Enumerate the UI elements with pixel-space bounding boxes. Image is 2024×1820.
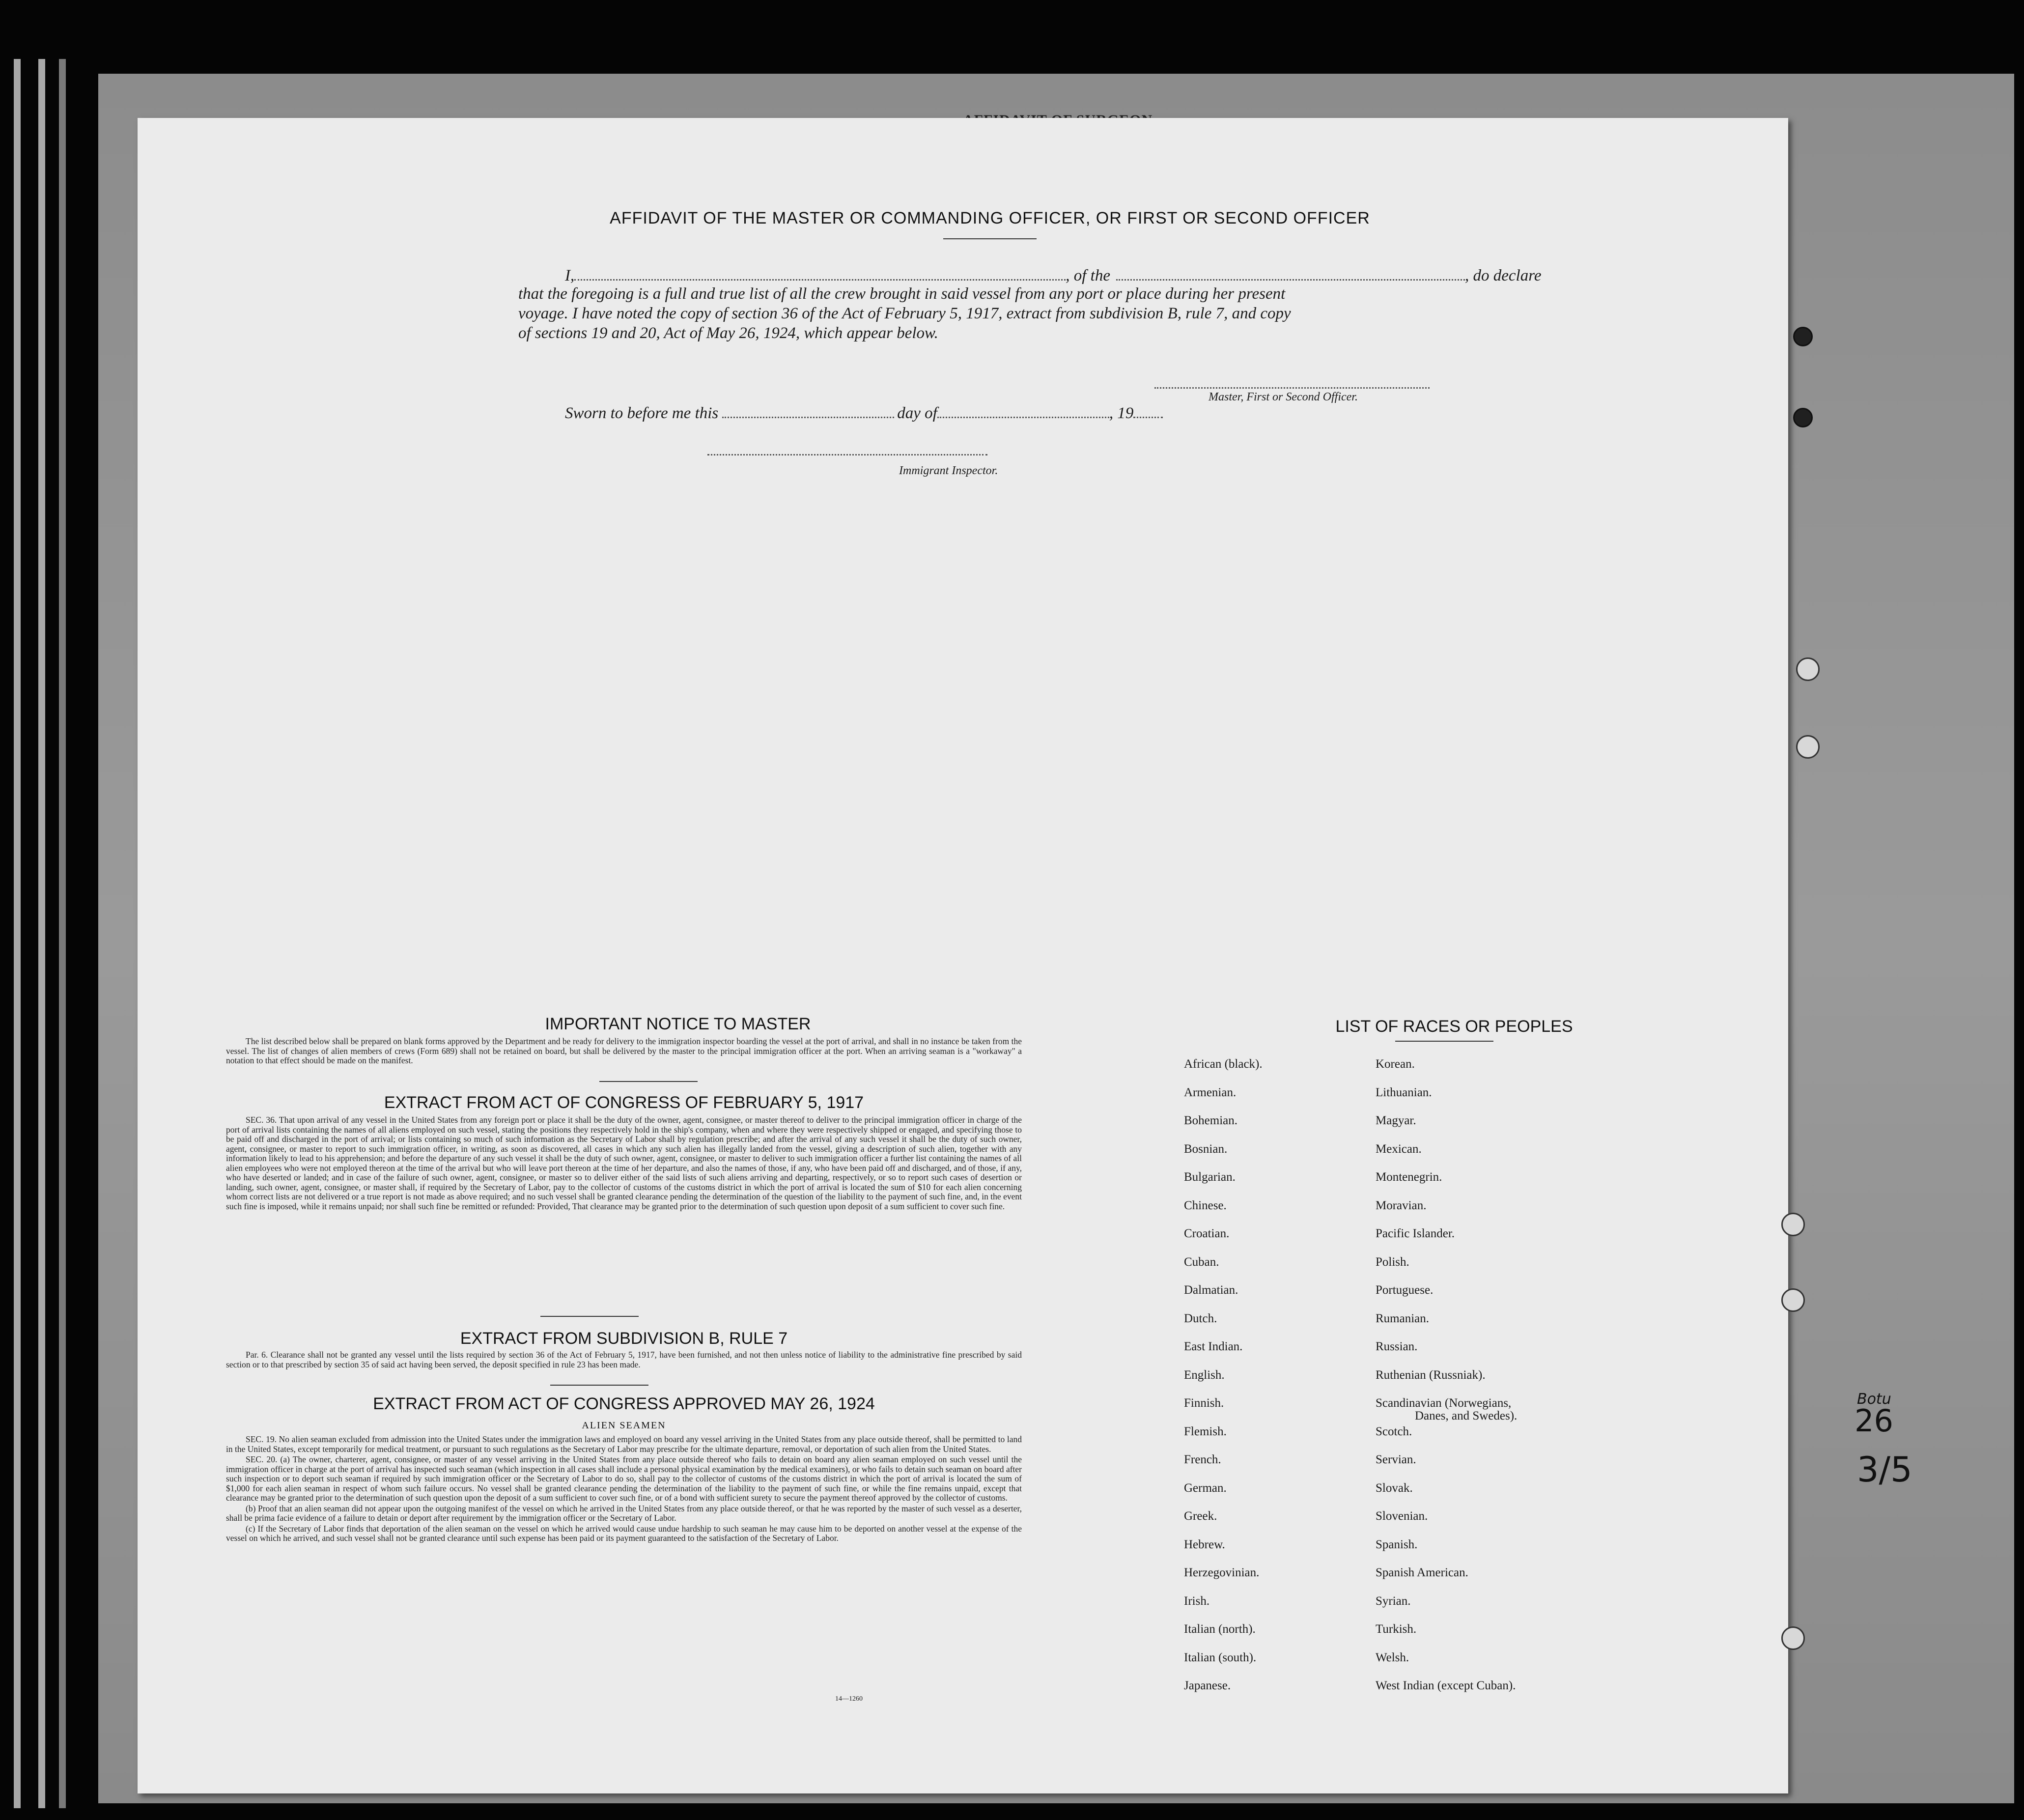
extract-1924-sec20c: (c) If the Secretary of Labor finds that deportation of the alien seaman on the vessel on which he arrived would cause undue hardship to such seaman he may cause him to be deported on another vessel at the expense of the vessel on which he arrived, and such vessel shall not be granted clearance until such expense has been paid or its payment guaranteed to the satisfaction of the Secretary of Labor.: [226, 1523, 1022, 1543]
margin-note-word: Botu: [1857, 1391, 1891, 1408]
race-item: French.: [1184, 1453, 1221, 1466]
race-item: Korean.: [1376, 1057, 1415, 1071]
race-item: Italian (south).: [1184, 1650, 1257, 1664]
race-item: Magyar.: [1376, 1114, 1416, 1127]
binder-hole: [1796, 657, 1820, 681]
binder-hole: [1781, 1626, 1805, 1650]
sworn-day-field[interactable]: [722, 403, 894, 418]
extract-rule7-paragraph: Par. 6. Clearance shall not be granted any vessel until the lists required by section 36 of the Act of February 5, 1917, have been furnished, and not then unless notice of liability to the administrative fine prescribed by said section or to that prescribed by section 35 of said act having been served, the deposit specified in rule 23 has been made.: [226, 1350, 1022, 1369]
race-item: Welsh.: [1376, 1650, 1409, 1664]
affidavit-title: AFFIDAVIT OF THE MASTER OR COMMANDING OFFICER, OR FIRST OR SECOND OFFICER: [610, 209, 1370, 228]
extract-1924-title: EXTRACT FROM ACT OF CONGRESS APPROVED MAY 26, 1924: [373, 1394, 875, 1413]
affidavit-do-declare: , do declare: [1464, 267, 1542, 284]
race-item: Servian.: [1376, 1453, 1416, 1466]
ledger-edge-left-3: [59, 59, 66, 1808]
race-item: Japanese.: [1184, 1679, 1231, 1692]
race-item: African (black).: [1184, 1057, 1263, 1071]
race-item: German.: [1184, 1481, 1227, 1495]
race-item: Russian.: [1376, 1340, 1418, 1353]
race-item: Turkish.: [1376, 1622, 1417, 1636]
race-item: Dalmatian.: [1184, 1283, 1238, 1297]
binder-hole: [1796, 735, 1820, 759]
race-item: Greek.: [1184, 1509, 1217, 1523]
race-item: Mexican.: [1376, 1142, 1422, 1156]
inspector-caption: Immigrant Inspector.: [899, 464, 998, 477]
extract-1924-sec19: SEC. 19. No alien seaman excluded from admission into the United States under the immigration laws and employed on board any vessel arriving in the United States from any place outside thereof, shall be permitted to land in the United States, except temporarily for medical treatment, or pursuant to such regulations as the Secretary of Labor may prescribe for the ultimate departure, removal, or deportation of such alien from the United States.: [226, 1434, 1022, 1454]
race-item: East Indian.: [1184, 1340, 1243, 1353]
sworn-line: [565, 403, 1163, 423]
extract-1924-text: [226, 1435, 1022, 1544]
affidavit-line-2: that the foregoing is a full and true list of all the crew brought in said vessel from any port or place during her present: [518, 285, 1286, 303]
extract-1924-sec20b: (b) Proof that an alien seaman did not appear upon the outgoing manifest of the vessel on which he arrived in the United States from any place outside thereof, or that he was reported by the master of such vessel as a deserter, shall be prima facie evidence of a failure to detain or deport after requirement by the immigration officer or the Secretary of Labor.: [226, 1503, 1022, 1523]
race-item: Bulgarian.: [1184, 1170, 1236, 1184]
race-item: Chinese.: [1184, 1198, 1227, 1212]
master-signature-line[interactable]: [1154, 387, 1430, 389]
extract-1924-sec20a: SEC. 20. (a) The owner, charterer, agent, consignee, or master of any vessel arriving in the United States from any place outside thereof who fails to detain on board any alien seaman employed on such vessel until the immigration officer in charge at the port of arrival has inspected such seaman (which inspection in all cases shall include a personal physical examination by the medical examiners), or who fails to detain such seaman on board after such inspection or to deport such seaman if required by such immigration officer or the Secretary of Labor to do so, shall pay to the collector of customs of the customs district in which the port of arrival is located the sum of $1,000 for each alien seaman in respect of whom such failure occurs. No vessel shall be granted clearance pending the determination of the liability to the payment of such fine, or while the fine remains unpaid, except that clearance may be granted prior to the determination of such question upon the deposit of a sum sufficient to cover such fine, or of a bond with sufficient surety to secure the payment thereof approved by the collector of customs.: [226, 1454, 1022, 1503]
ledger-edge-left-1: [14, 59, 21, 1808]
race-item: Slovenian.: [1376, 1509, 1428, 1523]
race-item: Ruthenian (Russniak).: [1376, 1368, 1486, 1382]
form-sheet: [138, 118, 1788, 1793]
notice-paragraph: The list described below shall be prepared on blank forms approved by the Department and be ready for delivery to the immigration inspector boarding the vessel at the port of arrival, and shall in no instance be taken from the vessel. The list of changes of alien members of crews (Form 689) shall not be retained on board, but shall be delivered by the master to the principal immigration officer at the port. When an arriving seaman is a "workaway" a notation to that effect should be made on the manifest.: [226, 1036, 1022, 1065]
race-item: Moravian.: [1376, 1198, 1427, 1212]
binder-hole: [1793, 327, 1813, 346]
race-item: English.: [1184, 1368, 1225, 1382]
extract-1917-rule: [540, 1316, 639, 1317]
ledger-edge-left-2: [38, 59, 45, 1808]
race-item: Scotch.: [1376, 1424, 1412, 1438]
race-item: Irish.: [1184, 1594, 1210, 1608]
vessel-name-field[interactable]: [1116, 265, 1465, 281]
race-item: Finnish.: [1184, 1396, 1224, 1410]
master-signature-caption: Master, First or Second Officer.: [1209, 391, 1358, 403]
margin-note-fraction: 3/5: [1857, 1450, 1912, 1490]
form-number: 14—1260: [835, 1695, 863, 1703]
affidavit-line-4: of sections 19 and 20, Act of May 26, 1924, which appear below.: [518, 324, 938, 342]
races-title-rule: [1395, 1041, 1493, 1042]
notice-text: [226, 1037, 1022, 1067]
notice-rule: [599, 1081, 698, 1082]
race-item: Italian (north).: [1184, 1622, 1256, 1636]
declarant-name-field[interactable]: [574, 265, 1066, 281]
notice-title: IMPORTANT NOTICE TO MASTER: [545, 1015, 811, 1033]
extract-1924-subtitle: ALIEN SEAMEN: [582, 1420, 666, 1431]
race-item: Armenian.: [1184, 1085, 1237, 1099]
race-item: Scandinavian (Norwegians,: [1376, 1396, 1512, 1410]
inspector-signature-line[interactable]: [707, 454, 987, 455]
sworn-before-me: Sworn to before me this: [565, 404, 719, 422]
extract-1917-text: [226, 1115, 1022, 1212]
binder-hole: [1781, 1213, 1805, 1236]
race-item-continuation: Danes, and Swedes).: [1415, 1409, 1518, 1422]
sworn-month-field[interactable]: [937, 403, 1109, 418]
race-item: Lithuanian.: [1376, 1085, 1432, 1099]
race-item: Spanish American.: [1376, 1566, 1468, 1579]
extract-rule7-title: EXTRACT FROM SUBDIVISION B, RULE 7: [460, 1329, 788, 1348]
affidavit-i: I,: [565, 267, 575, 284]
race-item: Syrian.: [1376, 1594, 1411, 1608]
margin-note-number: 26: [1855, 1403, 1893, 1439]
race-item: West Indian (except Cuban).: [1376, 1679, 1516, 1692]
sworn-day-of: day of: [897, 404, 937, 422]
race-item: Dutch.: [1184, 1311, 1217, 1325]
extract-rule7-rule: [550, 1385, 648, 1386]
binder-hole: [1781, 1288, 1805, 1312]
race-item: Portuguese.: [1376, 1283, 1434, 1297]
affidavit-title-rule: [943, 238, 1037, 239]
extract-rule7-text: [226, 1350, 1022, 1370]
extract-1917-title: EXTRACT FROM ACT OF CONGRESS OF FEBRUARY 5, 1917: [384, 1093, 864, 1112]
race-item: Rumanian.: [1376, 1311, 1430, 1325]
affidavit-line-3: voyage. I have noted the copy of section 36 of the Act of February 5, 1917, extract from subdivision B, rule 7, and copy: [518, 305, 1291, 322]
race-item: Croatian.: [1184, 1227, 1230, 1240]
race-item: Bosnian.: [1184, 1142, 1228, 1156]
extract-1917-paragraph: SEC. 36. That upon arrival of any vessel in the United States from any foreign port or place it shall be the duty of the owner, agent, consignee, or master thereof to deliver to the principal immigration officer in charge of the port of arrival lists containing the names of all aliens employed on such vessel, stating the positions they respectively hold in the ship's company, when and where they were respectively shipped or engaged, and specifying those to be paid off and discharged in the port of arrival; or lists containing so much of such information as the Secretary of Labor shall by regulation prescribe; and after the arrival of any such vessel it shall be the duty of such owner, agent, consignee, or master to report to such immigration officer, in writing, as soon as discovered, all cases in which any such alien has illegally landed from the vessel, giving a description of such alien, together with any information likely to lead to his apprehension; and before the departure of any such vessel it shall be the duty of such owner, agent, consignee, or master to deliver to such immigration officer a further list containing the names of all alien employees who were not employed thereon at the time of the arrival but who will leave port thereon at the time of her departure, and also the names of those, if any, who have been paid off and discharged, and of those, if any, who have deserted or landed; and in case of the failure of such owner, agent, consignee, or master so to deliver either of the said lists of such aliens arriving and departing, respectively, or so to report such cases of desertion or landing, such owner, agent, consignee, or master shall, if required by the Secretary of Labor, pay to the collector of customs of the customs district in which the port of arrival is located the sum of $10 for each alien concerning whom correct lists are not delivered or a true report is not made as above required; and no such vessel shall be granted clearance pending the determination of the question of the liability to the payment of such fine, and, in the event such fine is imposed, while it remains unpaid; nor shall such fine be remitted or refunded: Provided, That clearance may be granted prior to the determination of such question upon deposit of a sum sufficient to cover such fine.: [226, 1115, 1022, 1211]
race-item: Slovak.: [1376, 1481, 1413, 1495]
race-item: Polish.: [1376, 1255, 1409, 1269]
race-item: Cuban.: [1184, 1255, 1219, 1269]
race-item: Spanish.: [1376, 1537, 1418, 1551]
race-item: Montenegrin.: [1376, 1170, 1442, 1184]
affidavit-of-the: , of the: [1066, 267, 1110, 284]
affidavit-line-1: [565, 265, 1541, 285]
races-title: LIST OF RACES OR PEOPLES: [1335, 1017, 1573, 1036]
race-item: Flemish.: [1184, 1424, 1227, 1438]
race-item: Bohemian.: [1184, 1114, 1238, 1127]
race-item: Pacific Islander.: [1376, 1227, 1455, 1240]
race-item: Hebrew.: [1184, 1537, 1225, 1551]
sworn-year-prefix: , 19: [1109, 404, 1134, 422]
sworn-year-field[interactable]: [1133, 403, 1163, 418]
binder-hole: [1793, 408, 1813, 427]
race-item: Herzegovinian.: [1184, 1566, 1260, 1579]
